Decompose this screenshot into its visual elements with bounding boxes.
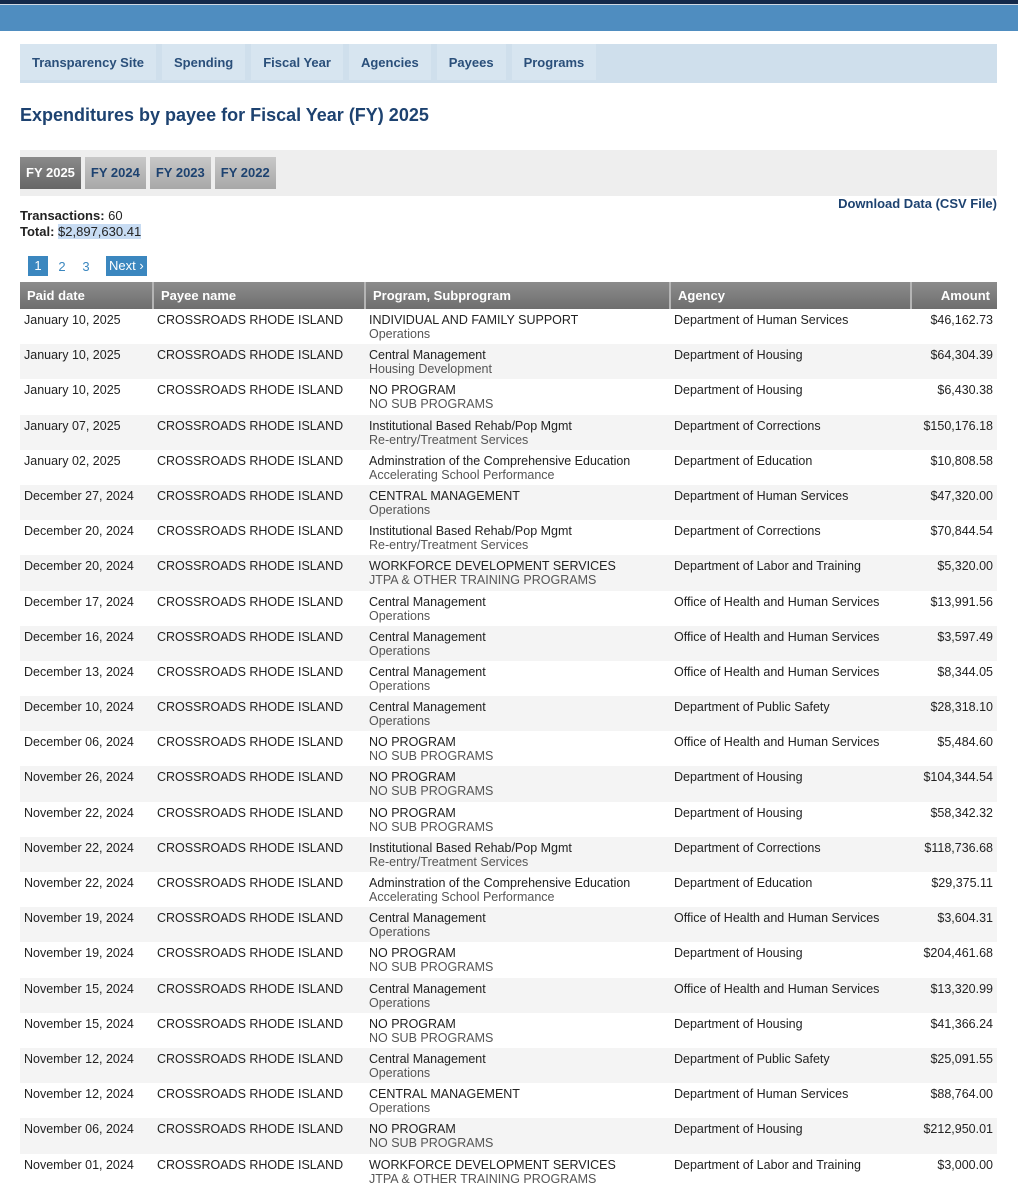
- paid-date: December 13, 2024: [24, 664, 134, 679]
- program: Central Management: [369, 981, 486, 996]
- amount: $6,430.38: [937, 383, 993, 398]
- agency: Department of Corrections: [670, 415, 911, 450]
- table-row: [20, 1118, 997, 1153]
- program-cell: [365, 978, 670, 1013]
- subprogram: JTPA & OTHER TRAINING PROGRAMS: [369, 1171, 597, 1186]
- program-cell: [365, 1154, 670, 1189]
- program-cell: [365, 907, 670, 942]
- paid-date: November 12, 2024: [20, 1048, 153, 1083]
- program-cell: [365, 766, 670, 801]
- amount: $70,844.54: [930, 524, 993, 539]
- paid-date: December 06, 2024: [24, 735, 134, 750]
- table-row: [20, 555, 997, 590]
- amount: $25,091.55: [911, 1048, 997, 1083]
- amount: $5,320.00: [911, 555, 997, 590]
- payee-name: CROSSROADS RHODE ISLAND: [157, 946, 344, 961]
- subprogram: Re-entry/Treatment Services: [369, 854, 529, 869]
- table-row: [20, 907, 997, 942]
- paid-date: November 01, 2024: [24, 1157, 134, 1172]
- program: NO PROGRAM: [369, 946, 456, 961]
- program-cell: [365, 696, 670, 731]
- main-nav: [20, 44, 997, 83]
- fiscal-year-tabs: [20, 150, 997, 196]
- paid-date: December 27, 2024: [20, 485, 153, 520]
- total-amount: $2,897,630.41: [58, 224, 142, 239]
- program: NO PROGRAM: [369, 383, 456, 398]
- download-csv-link[interactable]: Download Data (CSV File): [838, 196, 997, 211]
- program: CENTRAL MANAGEMENT: [369, 1087, 520, 1102]
- subprogram: NO SUB PROGRAMS: [369, 960, 494, 975]
- program: WORKFORCE DEVELOPMENT SERVICES: [369, 1157, 616, 1172]
- agency: Department of Education: [674, 453, 813, 468]
- subprogram: Operations: [369, 714, 431, 729]
- paid-date: November 15, 2024: [20, 978, 153, 1013]
- amount: $204,461.68: [923, 946, 993, 961]
- subprogram: Accelerating School Performance: [369, 467, 555, 482]
- col-program[interactable]: Program, Subprogram: [365, 282, 670, 309]
- program-cell: [365, 485, 670, 520]
- amount: $29,375.11: [931, 876, 993, 890]
- program-cell: [365, 872, 670, 907]
- col-agency[interactable]: Agency: [670, 282, 911, 309]
- payee-name: CROSSROADS RHODE ISLAND: [157, 876, 344, 890]
- subprogram: NO SUB PROGRAMS: [369, 749, 494, 764]
- amount: $8,344.05: [937, 664, 993, 679]
- subprogram: NO SUB PROGRAMS: [369, 397, 494, 412]
- program: CENTRAL MANAGEMENT: [369, 488, 520, 503]
- program: Central Management: [369, 664, 486, 679]
- agency: Department of Human Services: [674, 1087, 849, 1102]
- table-row: [20, 520, 997, 555]
- payee-name: CROSSROADS RHODE ISLAND: [153, 555, 365, 590]
- table-row: [20, 978, 997, 1013]
- page-title: Expenditures by payee for Fiscal Year (FY) 2025: [20, 105, 429, 125]
- subprogram: Re-entry/Treatment Services: [369, 538, 529, 553]
- table-row: [20, 485, 997, 520]
- payee-name: CROSSROADS RHODE ISLAND: [153, 344, 365, 379]
- subprogram: NO SUB PROGRAMS: [369, 1136, 494, 1151]
- subprogram: JTPA & OTHER TRAINING PROGRAMS: [369, 573, 597, 588]
- amount: $88,764.00: [930, 1087, 993, 1102]
- program-cell: [365, 802, 670, 837]
- program-cell: [365, 450, 670, 485]
- amount: $3,597.49: [911, 626, 997, 661]
- paid-date: November 19, 2024: [24, 946, 134, 961]
- paid-date: November 12, 2024: [24, 1087, 134, 1102]
- program-cell: [365, 626, 670, 661]
- table-row: [20, 661, 997, 696]
- payee-name: CROSSROADS RHODE ISLAND: [153, 1118, 365, 1153]
- program: Institutional Based Rehab/Pop Mgmt: [369, 840, 572, 855]
- amount: $47,320.00: [911, 485, 997, 520]
- program-cell: [365, 520, 670, 555]
- program-cell: [365, 942, 670, 977]
- agency: Department of Corrections: [670, 837, 911, 872]
- paid-date: January 07, 2025: [20, 415, 153, 450]
- agency: Department of Public Safety: [670, 696, 911, 731]
- agency: Department of Human Services: [670, 485, 911, 520]
- payee-name: CROSSROADS RHODE ISLAND: [157, 664, 344, 679]
- agency: Department of Public Safety: [670, 1048, 911, 1083]
- amount: $64,304.39: [911, 344, 997, 379]
- amount: $3,604.31: [911, 907, 997, 942]
- paid-date: December 17, 2024: [24, 594, 134, 609]
- program: NO PROGRAM: [369, 1122, 456, 1137]
- agency: Department of Housing: [674, 805, 803, 820]
- nav-fiscal-year[interactable]: Fiscal Year: [251, 44, 343, 80]
- payee-name: CROSSROADS RHODE ISLAND: [153, 766, 365, 801]
- payee-name: CROSSROADS RHODE ISLAND: [157, 1087, 344, 1102]
- page-current[interactable]: 1: [28, 256, 48, 276]
- payee-name: CROSSROADS RHODE ISLAND: [157, 453, 344, 468]
- program-cell: [365, 837, 670, 872]
- amount: $150,176.18: [911, 415, 997, 450]
- agency: Department of Housing: [674, 946, 803, 961]
- agency: Department of Education: [674, 876, 813, 890]
- agency: Department of Housing: [674, 383, 803, 398]
- subprogram: Operations: [369, 1065, 431, 1080]
- program-cell: [365, 309, 670, 344]
- subprogram: Operations: [369, 925, 431, 940]
- subprogram: Operations: [369, 502, 431, 517]
- table-row: [20, 591, 997, 626]
- payee-name: CROSSROADS RHODE ISLAND: [153, 696, 365, 731]
- agency: Department of Housing: [670, 1118, 911, 1153]
- table-row: [20, 1013, 997, 1048]
- agency: Office of Health and Human Services: [674, 735, 880, 750]
- agency: Office of Health and Human Services: [670, 978, 911, 1013]
- agency: Department of Labor and Training: [670, 555, 911, 590]
- program: Central Management: [369, 911, 486, 926]
- program-cell: [365, 1118, 670, 1153]
- amount: $3,000.00: [937, 1157, 993, 1172]
- payee-name: CROSSROADS RHODE ISLAND: [157, 313, 344, 327]
- subprogram: Operations: [369, 1101, 431, 1116]
- expenditures-table: [20, 282, 997, 1189]
- program: Institutional Based Rehab/Pop Mgmt: [369, 418, 572, 433]
- program: Central Management: [369, 594, 486, 609]
- table-row: [20, 696, 997, 731]
- program-cell: [365, 1048, 670, 1083]
- program-cell: [365, 555, 670, 590]
- paid-date: November 22, 2024: [24, 805, 134, 820]
- tab-fy-2024[interactable]: FY 2024: [85, 157, 146, 189]
- payee-name: CROSSROADS RHODE ISLAND: [157, 1157, 344, 1172]
- payee-name: CROSSROADS RHODE ISLAND: [157, 524, 344, 539]
- program: Central Management: [369, 629, 486, 644]
- paid-date: January 10, 2025: [24, 313, 121, 327]
- payee-name: CROSSROADS RHODE ISLAND: [153, 978, 365, 1013]
- paid-date: January 10, 2025: [20, 344, 153, 379]
- paid-date: December 16, 2024: [20, 626, 153, 661]
- subprogram: NO SUB PROGRAMS: [369, 819, 494, 834]
- paid-date: January 02, 2025: [24, 453, 121, 468]
- next-page-button[interactable]: Next ›: [106, 256, 147, 276]
- table-row: [20, 626, 997, 661]
- pagination: [28, 256, 147, 276]
- paid-date: November 22, 2024: [20, 837, 153, 872]
- program: NO PROGRAM: [369, 805, 456, 820]
- payee-name: CROSSROADS RHODE ISLAND: [157, 383, 344, 398]
- agency: Department of Human Services: [674, 313, 849, 327]
- program-cell: [365, 379, 670, 414]
- amount: $5,484.60: [937, 735, 993, 750]
- amount: $118,736.68: [911, 837, 997, 872]
- summary-stats: [20, 208, 141, 240]
- paid-date: December 20, 2024: [24, 524, 134, 539]
- program: NO PROGRAM: [369, 1016, 456, 1031]
- agency: Department of Housing: [670, 766, 911, 801]
- payee-name: CROSSROADS RHODE ISLAND: [157, 594, 344, 609]
- payee-name: CROSSROADS RHODE ISLAND: [157, 805, 344, 820]
- table-row: [20, 379, 997, 414]
- program: NO PROGRAM: [369, 735, 456, 750]
- paid-date: November 19, 2024: [20, 907, 153, 942]
- table-row: [20, 450, 997, 485]
- table-row: [20, 415, 997, 450]
- table-row: [20, 1154, 997, 1189]
- page-3[interactable]: 3: [82, 258, 90, 274]
- program: Adminstration of the Comprehensive Education: [369, 453, 631, 468]
- agency: Office of Health and Human Services: [670, 626, 911, 661]
- amount: $28,318.10: [911, 696, 997, 731]
- program-cell: [365, 731, 670, 766]
- agency: Office of Health and Human Services: [674, 594, 880, 609]
- nav-transparency-site[interactable]: Transparency Site: [20, 44, 156, 80]
- payee-name: CROSSROADS RHODE ISLAND: [153, 626, 365, 661]
- subprogram: NO SUB PROGRAMS: [369, 784, 494, 799]
- page-2[interactable]: 2: [58, 258, 66, 274]
- table-row: [20, 731, 997, 766]
- program: Central Management: [369, 1051, 486, 1066]
- subprogram: Accelerating School Performance: [369, 890, 555, 904]
- transactions-count: 60: [108, 208, 123, 223]
- program-cell: [365, 1013, 670, 1048]
- amount: $10,808.58: [930, 453, 993, 468]
- program: Central Management: [369, 700, 486, 715]
- subprogram: Operations: [369, 995, 431, 1010]
- payee-name: CROSSROADS RHODE ISLAND: [157, 735, 344, 750]
- table-row: [20, 837, 997, 872]
- amount: $104,344.54: [911, 766, 997, 801]
- amount: $41,366.24: [930, 1016, 993, 1031]
- subprogram: Operations: [369, 608, 431, 623]
- table-row: [20, 802, 997, 837]
- paid-date: November 15, 2024: [24, 1016, 134, 1031]
- agency: Department of Labor and Training: [674, 1157, 861, 1172]
- tab-fy-2025[interactable]: FY 2025: [20, 157, 81, 189]
- subprogram: Operations: [369, 327, 431, 341]
- payee-name: CROSSROADS RHODE ISLAND: [153, 907, 365, 942]
- subprogram: Housing Development: [369, 362, 492, 377]
- program-cell: [365, 344, 670, 379]
- agency: Department of Housing: [674, 1016, 803, 1031]
- header-banner: [0, 5, 1018, 31]
- table-row: [20, 942, 997, 977]
- col-paid-date[interactable]: Paid date: [20, 282, 153, 309]
- agency: Office of Health and Human Services: [670, 907, 911, 942]
- paid-date: January 10, 2025: [24, 383, 121, 398]
- program-cell: [365, 415, 670, 450]
- amount: $13,320.99: [911, 978, 997, 1013]
- paid-date: December 10, 2024: [20, 696, 153, 731]
- payee-name: CROSSROADS RHODE ISLAND: [153, 415, 365, 450]
- subprogram: Operations: [369, 678, 431, 693]
- subprogram: Operations: [369, 643, 431, 658]
- amount: $58,342.32: [930, 805, 993, 820]
- paid-date: November 26, 2024: [20, 766, 153, 801]
- agency: Department of Housing: [670, 344, 911, 379]
- table-row: [20, 1048, 997, 1083]
- amount: $13,991.56: [930, 594, 993, 609]
- program: Institutional Based Rehab/Pop Mgmt: [369, 524, 572, 539]
- nav-payees[interactable]: Payees: [437, 44, 506, 80]
- paid-date: November 06, 2024: [20, 1118, 153, 1153]
- program: NO PROGRAM: [369, 770, 456, 785]
- payee-name: CROSSROADS RHODE ISLAND: [157, 1016, 344, 1031]
- program: WORKFORCE DEVELOPMENT SERVICES: [369, 559, 616, 574]
- agency: Department of Corrections: [674, 524, 821, 539]
- payee-name: CROSSROADS RHODE ISLAND: [153, 485, 365, 520]
- program: Central Management: [369, 348, 486, 363]
- program-cell: [365, 1083, 670, 1118]
- payee-name: CROSSROADS RHODE ISLAND: [153, 1048, 365, 1083]
- payee-name: CROSSROADS RHODE ISLAND: [153, 837, 365, 872]
- program: Adminstration of the Comprehensive Education: [369, 876, 631, 890]
- subprogram: NO SUB PROGRAMS: [369, 1030, 494, 1045]
- paid-date: November 22, 2024: [24, 876, 134, 890]
- nav-agencies[interactable]: Agencies: [349, 44, 431, 80]
- col-amount[interactable]: Amount: [911, 282, 997, 309]
- transactions-label: Transactions:: [20, 208, 105, 223]
- tab-fy-2023[interactable]: FY 2023: [150, 157, 211, 189]
- nav-spending[interactable]: Spending: [162, 44, 245, 80]
- program-cell: [365, 661, 670, 696]
- program-cell: [365, 591, 670, 626]
- total-label: Total:: [20, 224, 55, 239]
- agency: Office of Health and Human Services: [674, 664, 880, 679]
- table-row: [20, 766, 997, 801]
- nav-programs[interactable]: Programs: [512, 44, 597, 80]
- col-payee-name[interactable]: Payee name: [153, 282, 365, 309]
- table-row: [20, 872, 997, 907]
- paid-date: December 20, 2024: [20, 555, 153, 590]
- amount: $46,162.73: [930, 313, 993, 327]
- amount: $212,950.01: [911, 1118, 997, 1153]
- tab-fy-2022[interactable]: FY 2022: [215, 157, 276, 189]
- table-row: [20, 309, 997, 344]
- program: INDIVIDUAL AND FAMILY SUPPORT: [369, 313, 579, 327]
- table-row: [20, 344, 997, 379]
- table-row: [20, 1083, 997, 1118]
- subprogram: Re-entry/Treatment Services: [369, 432, 529, 447]
